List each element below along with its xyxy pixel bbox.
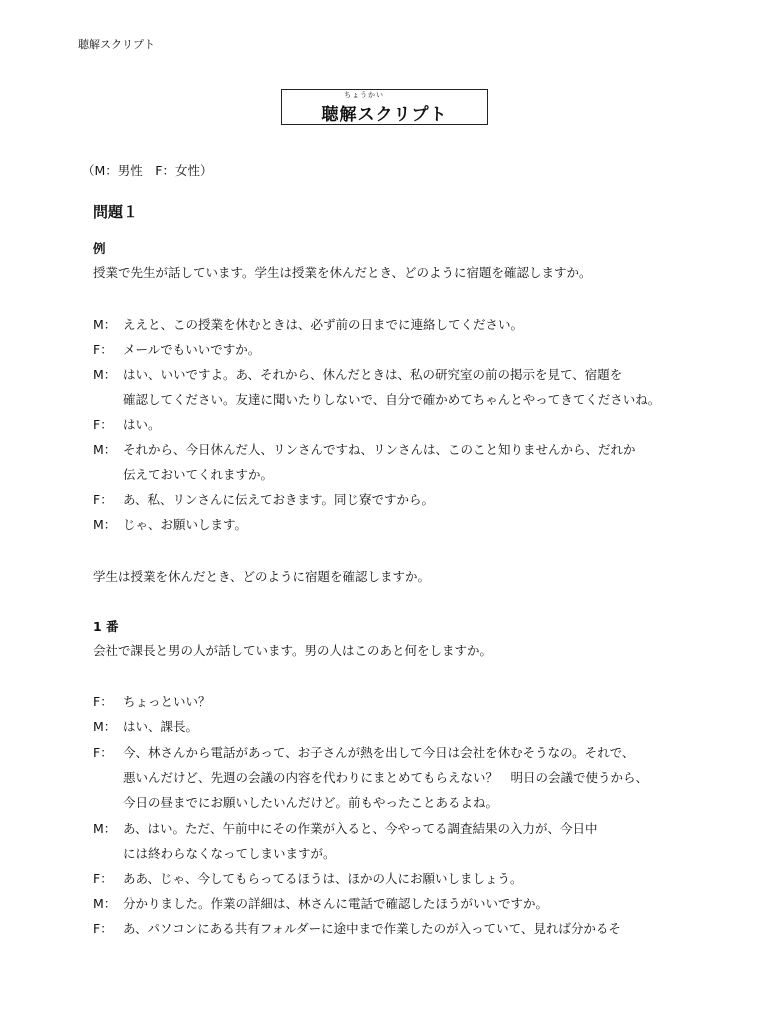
utterance-continuation: 今日の昼までにお願いしたいんだけど。前もやったことあるよね。 <box>123 795 499 810</box>
example-label: 例 <box>93 241 106 256</box>
speaker-label: M： <box>93 821 117 836</box>
speaker-label: F： <box>93 492 113 507</box>
item-question: 会社で課長と男の人が話しています。男の人はこのあと何をしますか。 <box>93 643 493 658</box>
dialogue-line <box>93 315 523 333</box>
dialogue-line <box>93 415 161 433</box>
example-question: 授業で先生が話しています。学生は授業を休んだとき、どのように宿題を確認しますか。 <box>93 265 592 280</box>
dialogue-line <box>93 515 247 533</box>
utterance-continuation: には終わらなくなってしまいますが。 <box>123 846 336 861</box>
title-box <box>281 89 488 125</box>
page-title: 聴解スクリプト <box>321 105 448 125</box>
speaker-label: F： <box>93 871 113 886</box>
speaker-label: F： <box>93 745 113 760</box>
utterance: じゃ、お願いします。 <box>123 517 248 532</box>
utterance: ちょっといい？ <box>123 694 211 709</box>
dialogue-line <box>93 869 523 887</box>
dialogue-line <box>93 717 198 735</box>
utterance-continuation: 悪いんだけど、先週の会議の内容を代わりにまとめてもらえない？ 明日の会議で使うから、 <box>123 770 649 785</box>
utterance: あ、パソコンにある共有フォルダーに途中まで作業したのが入っていて、見れば分かるそ <box>123 921 621 936</box>
speaker-label: F： <box>93 417 113 432</box>
example-question-repeat: 学生は授業を休んだとき、どのように宿題を確認しますか。 <box>93 569 431 584</box>
dialogue-line <box>93 894 548 912</box>
utterance: それから、今日休んだ人、リンさんですね、リンさんは、このこと知りませんから、だれか <box>123 442 636 457</box>
speaker-label: M： <box>93 442 117 457</box>
speaker-label: M： <box>93 517 117 532</box>
speaker-legend: （M：男性 F：女性） <box>82 163 213 178</box>
speaker-label: M： <box>93 719 117 734</box>
dialogue-line <box>93 340 260 358</box>
speaker-label: M： <box>93 317 117 332</box>
utterance: はい、いいですよ。あ、それから、休んだときは、私の研究室の前の掲示を見て、宿題を <box>123 367 623 382</box>
dialogue-line <box>93 692 211 710</box>
running-header: 聴解スクリプト <box>78 38 155 51</box>
utterance: 今、林さんから電話があって、お子さんが熱を出して今日は会社を休むそうなの。それで、 <box>123 745 635 760</box>
dialogue-line <box>93 743 634 761</box>
utterance: はい。 <box>123 417 161 432</box>
utterance: 分かりました。作業の詳細は、林さんに電話で確認したほうがいいですか。 <box>123 896 549 911</box>
speaker-label: F： <box>93 921 113 936</box>
section-heading: 問題１ <box>93 203 139 221</box>
dialogue-line <box>93 819 598 837</box>
item-label: 1 番 <box>93 619 119 634</box>
utterance: ああ、じゃ、今してもらってるほうは、ほかの人にお願いしましょう。 <box>123 871 523 886</box>
dialogue-line <box>93 365 622 383</box>
utterance: はい、課長。 <box>123 719 199 734</box>
speaker-label: F： <box>93 342 113 357</box>
speaker-label: M： <box>93 896 117 911</box>
speaker-label: F： <box>93 694 113 709</box>
utterance: あ、はい。ただ、午前中にその作業が入ると、今やってる調査結果の入力が、今日中 <box>123 821 598 836</box>
dialogue-line <box>93 440 636 458</box>
dialogue-line <box>93 490 434 508</box>
utterance: ええと、この授業を休むときは、必ず前の日までに連絡してください。 <box>123 317 524 332</box>
utterance: メールでもいいですか。 <box>123 342 261 357</box>
utterance-continuation: 伝えておいてくれますか。 <box>123 467 274 482</box>
title-reading: ちょうかい <box>344 91 384 99</box>
utterance-continuation: 確認してください。友達に聞いたりしないで、自分で確かめてちゃんとやってきてくださいね。 <box>123 392 661 407</box>
speaker-label: M： <box>93 367 117 382</box>
dialogue-line <box>93 919 621 937</box>
utterance: あ、私、リンさんに伝えておきます。同じ寮ですから。 <box>123 492 435 507</box>
